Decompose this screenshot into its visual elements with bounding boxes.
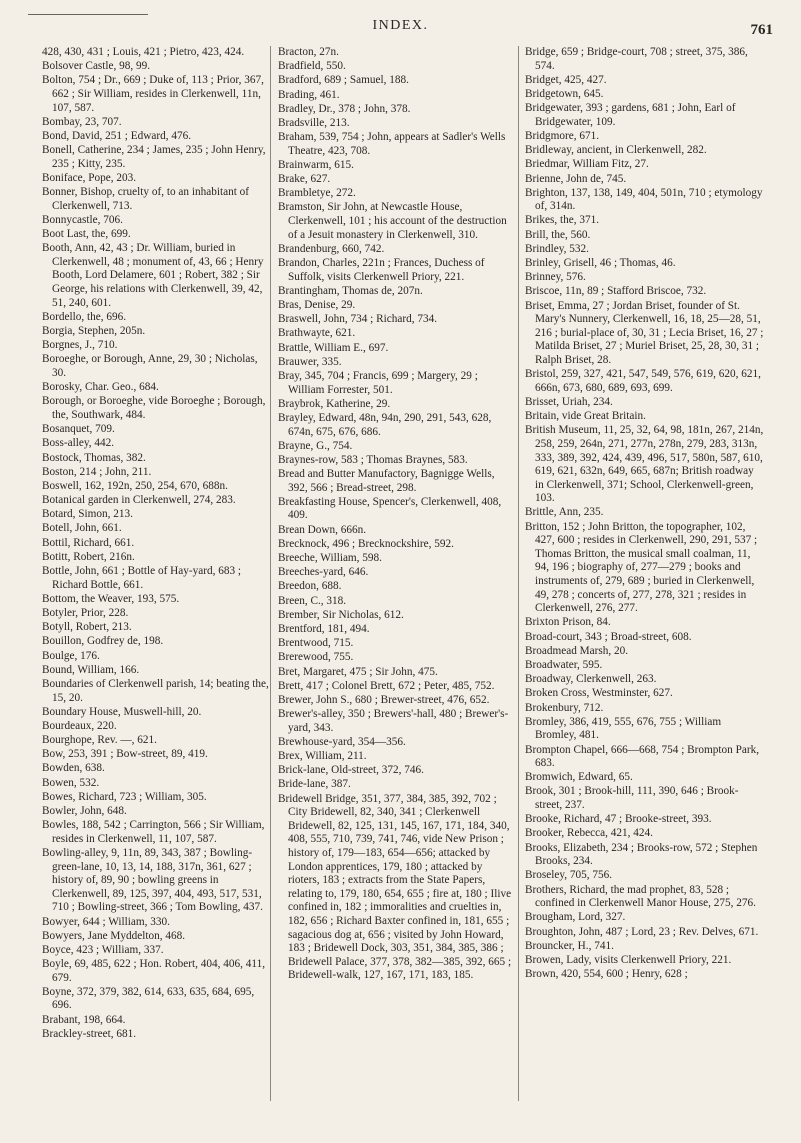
index-entry: Broad-court, 343 ; Broad-street, 608. [525, 630, 692, 643]
index-column-1 [42, 46, 270, 1042]
index-entry: Brittle, Ann, 235. [525, 506, 604, 519]
index-entry: Bramston, Sir John, at Newcastle House, Clerkenwell, 101 ; his account of the destruction of a Jesuit monastery in Clerkenwell, 310. [278, 201, 507, 241]
index-entry: Brandon, Charles, 221n ; Frances, Duchess of Suffolk, visits Clerkenwell Priory, 221. [278, 257, 485, 283]
index-entry: Bound, William, 166. [42, 663, 140, 676]
index-entry: Bowyer, 644 ; William, 330. [42, 915, 170, 928]
index-entry: Brathwayte, 621. [278, 327, 356, 340]
index-entry: Bolton, 754 ; Dr., 669 ; Duke of, 113 ; Prior, 367, 662 ; Sir William, resides in Clerkenwell, 11n, 107, 587. [42, 74, 264, 114]
index-entry: British Museum, 11, 25, 32, 64, 98, 181n, 267, 214n, 258, 259, 264n, 271, 277n, 278n, 279, 283, 313n, 333, 389, 392, 424, 439, 496, 517, 580n, 587, 610, 619, 621, 632n, 649, 665, 687n; British roadway in Clerkenwell, 371; School, Clerkenwell-green, 103. [525, 424, 764, 505]
index-entry: Boyne, 372, 379, 382, 614, 633, 635, 684, 695, 696. [42, 985, 255, 1012]
index-entry: Bromwich, Edward, 65. [525, 771, 633, 784]
index-entry: Brackley-street, 681. [42, 1027, 137, 1040]
index-entry: Bowyers, Jane Myddelton, 468. [42, 929, 186, 942]
index-entry: Briset, Emma, 27 ; Jordan Briset, founder of St. Mary's Nunnery, Clerkenwell, 16, 18, 25—28, 51, 216 ; burial-place of, 30, 31 ; Lecia Briset, 16, 27 ; Matilda Briset, 27 ; Muriel Briset, 25, 28, 30, 31 ; Ralph Briset, 28. [525, 299, 764, 366]
index-entry: Britton, 152 ; John Britton, the topographer, 102, 427, 600 ; resides in Clerkenwell, 290, 291, 537 ; Thomas Britton, the musical small coalman, 11, 94, 196 ; biography of, 277—279 ; books and instruments of, 279, 689 ; buried in Clerkenwell, 49, 278 ; concerts of, 277, 278, 321 ; resides in Clerkenwell, 276, 277. [525, 520, 758, 615]
index-entry: Botard, Simon, 213. [42, 508, 133, 521]
index-entry: Brake, 627. [278, 173, 331, 186]
index-column-2 [278, 46, 516, 984]
index-entry: Boss-alley, 442. [42, 437, 115, 450]
index-entry: Bonell, Catherine, 234 ; James, 235 ; John Henry, 235 ; Kitty, 235. [42, 144, 266, 170]
index-entry: Bowling-alley, 9, 11n, 89, 343, 387 ; Bowling-green-lane, 10, 13, 14, 188, 317n, 361, 627 ; history of, 89, 90 ; bowling greens in Clerkenwell, 89, 125, 397, 404, 493, 517, 531, 710 ; Bowling-street, 366 ; Tom Bowling, 437. [42, 846, 263, 914]
index-entry: Boulge, 176. [42, 649, 100, 662]
index-entry: Bradford, 689 ; Samuel, 188. [278, 74, 409, 87]
column-divider [270, 46, 271, 1101]
index-entry: Bridgmore, 671. [525, 129, 600, 142]
index-entry: Brinney, 576. [525, 271, 586, 284]
index-entry: Brinley, Grisell, 46 ; Thomas, 46. [525, 257, 676, 270]
index-entry: Broadmead Marsh, 20. [525, 644, 629, 657]
index-entry: Brewer's-alley, 350 ; Brewers'-hall, 480 ; Brewer's-yard, 343. [278, 708, 509, 734]
index-entry: Brixton Prison, 84. [525, 616, 611, 629]
index-entry: Boroeghe, or Borough, Anne, 29, 30 ; Nicholas, 30. [42, 353, 258, 379]
index-entry: Brember, Sir Nicholas, 612. [278, 608, 404, 621]
header-rule [28, 14, 148, 15]
index-entry: Bride-lane, 387. [278, 778, 351, 791]
index-entry: Bret, Margaret, 475 ; Sir John, 475. [278, 665, 438, 678]
index-entry: Botyler, Prior, 228. [42, 606, 129, 619]
index-entry: Bonnycastle, 706. [42, 213, 123, 226]
index-entry: Breen, C., 318. [278, 594, 347, 607]
index-entry: Bourdeaux, 220. [42, 719, 117, 732]
index-entry: Brooks, Elizabeth, 234 ; Brooks-row, 572 ; Stephen Brooks, 234. [525, 841, 758, 868]
index-entry: Breedon, 688. [278, 580, 342, 593]
index-entry: Braswell, John, 734 ; Richard, 734. [278, 313, 438, 326]
index-entry: Brading, 461. [278, 88, 340, 101]
index-entry: Brewhouse-yard, 354—356. [278, 735, 406, 748]
index-entry: Breeches-yard, 646. [278, 566, 369, 579]
index-entry: Bosanquet, 709. [42, 423, 115, 436]
index-entry: Bowen, 532. [42, 776, 100, 789]
index-entry: Braham, 539, 754 ; John, appears at Sadler's Wells Theatre, 423, 708. [278, 131, 506, 157]
index-entry: Britain, vide Great Britain. [525, 410, 646, 423]
index-entry: Bromley, 386, 419, 555, 676, 755 ; William Bromley, 481. [525, 715, 722, 742]
index-entry: Bowes, Richard, 723 ; William, 305. [42, 790, 207, 803]
index-entry: Brothers, Richard, the mad prophet, 83, 528 ; confined in Clerkenwell Manor House, 275, 276. [525, 883, 756, 910]
index-entry: Boniface, Pope, 203. [42, 171, 137, 184]
index-entry: Boundary House, Muswell-hill, 20. [42, 705, 202, 718]
index-entry: Bridgewater, 393 ; gardens, 681 ; John, Earl of Bridgewater, 109. [525, 102, 736, 128]
index-entry: Bonner, Bishop, cruelty of, to an inhabitant of Clerkenwell, 713. [42, 186, 250, 212]
index-entry: Bowles, 188, 542 ; Carrington, 566 ; Sir William, resides in Clerkenwell, 11, 107, 587. [42, 819, 265, 845]
index-entry: Bordello, the, 696. [42, 310, 127, 323]
index-entry: Brecknock, 496 ; Brecknockshire, 592. [278, 537, 454, 550]
index-entry: Briscoe, 11n, 89 ; Stafford Briscoe, 732. [525, 285, 707, 298]
index-entry: Brick-lane, Old-street, 372, 746. [278, 764, 424, 777]
index-entry: Brainwarm, 615. [278, 158, 354, 171]
index-entry: Brentford, 181, 494. [278, 622, 370, 635]
running-head: INDEX. [372, 18, 429, 33]
index-column-3 [525, 46, 765, 982]
index-entry: Brayne, G., 754. [278, 439, 353, 452]
index-entry: Brean Down, 666n. [278, 523, 367, 536]
index-entry: Boston, 214 ; John, 211. [42, 465, 152, 478]
index-entry: Bridleway, ancient, in Clerkenwell, 282. [525, 144, 707, 157]
index-entry: Bridget, 425, 427. [525, 73, 607, 86]
index-entry: Boyce, 423 ; William, 337. [42, 943, 164, 956]
index-entry: Borough, or Boroeghe, vide Boroeghe ; Borough, the, Southwark, 484. [42, 395, 266, 421]
column-divider [518, 46, 519, 1101]
index-entry: Borgia, Stephen, 205n. [42, 325, 146, 337]
index-entry: Borosky, Char. Geo., 684. [42, 381, 159, 394]
index-entry: Bostock, Thomas, 382. [42, 451, 146, 464]
index-entry: Brett, 417 ; Colonel Brett, 672 ; Peter, 485, 752. [278, 679, 495, 692]
index-entry: Bottil, Richard, 661. [42, 536, 135, 549]
index-entry: Bourghope, Rev. —, 621. [42, 734, 157, 747]
index-entry: Botanical garden in Clerkenwell, 274, 283. [42, 494, 236, 507]
index-entry: 428, 430, 431 ; Louis, 421 ; Pietro, 423, 424. [42, 46, 245, 58]
index-entry: Bowler, John, 648. [42, 805, 127, 817]
index-entry: Bolsover Castle, 98, 99. [42, 60, 151, 73]
index-entry: Brayley, Edward, 48n, 94n, 290, 291, 543, 628, 674n, 675, 676, 686. [278, 411, 492, 438]
index-entry: Booth, Ann, 42, 43 ; Dr. William, buried in Clerkenwell, 48 ; monument of, 43, 66 ; Henry Booth, Lord Delamere, 601 ; Robert, 382 ; Sir George, his relations with Clerkenwell, 39, 42, 51, 240, 601. [42, 242, 264, 309]
index-entry: Borgnes, J., 710. [42, 339, 118, 352]
index-entry: Brabant, 198, 664. [42, 1013, 126, 1026]
index-entry: Bristol, 259, 327, 421, 547, 549, 576, 619, 620, 621, 666n, 673, 680, 689, 693, 699. [525, 368, 761, 394]
index-entry: Bottom, the Weaver, 193, 575. [42, 592, 180, 605]
index-entry: Braybrok, Katherine, 29. [278, 397, 391, 410]
index-entry: Bowden, 638. [42, 762, 105, 775]
index-entry: Brougham, Lord, 327. [525, 911, 626, 924]
index-entry: Browen, Lady, visits Clerkenwell Priory, 221. [525, 953, 732, 966]
index-entry: Botitt, Robert, 216n. [42, 550, 135, 563]
index-entry: Brerewood, 755. [278, 651, 354, 664]
index-entry: Brienne, John de, 745. [525, 172, 627, 185]
index-entry: Brompton Chapel, 666—668, 754 ; Brompton Park, 683. [525, 743, 760, 770]
index-entry: Bras, Denise, 29. [278, 299, 356, 311]
index-entry: Bottle, John, 661 ; Bottle of Hay-yard, 683 ; Richard Bottle, 661. [42, 565, 242, 591]
index-entry: Brouncker, H., 741. [525, 939, 614, 952]
index-entry: Brown, 420, 554, 600 ; Henry, 628 ; [525, 968, 688, 981]
index-entry: Broadway, Clerkenwell, 263. [525, 673, 657, 686]
index-entry: Bray, 345, 704 ; Francis, 699 ; Margery, 29 ; William Forrester, 501. [278, 369, 478, 396]
index-entry: Brantingham, Thomas de, 207n. [278, 284, 423, 297]
index-entry: Boswell, 162, 192n, 250, 254, 670, 688n. [42, 479, 228, 492]
index-entry: Bond, David, 251 ; Edward, 476. [42, 129, 192, 142]
index-entry: Brex, William, 211. [278, 750, 367, 763]
index-entry: Brewer, John S., 680 ; Brewer-street, 476, 652. [278, 693, 490, 706]
index-entry: Botell, John, 661. [42, 522, 122, 535]
index-entry: Brook, 301 ; Brook-hill, 111, 390, 646 ; Brook-street, 237. [525, 785, 739, 812]
index-entry: Bradley, Dr., 378 ; John, 378. [278, 102, 411, 115]
index-entry: Brikes, the, 371. [525, 214, 600, 227]
index-entry: Brooker, Rebecca, 421, 424. [525, 827, 653, 840]
index-entry: Broseley, 705, 756. [525, 869, 613, 882]
index-entry: Bracton, 27n. [278, 46, 339, 58]
index-entry: Brauwer, 335. [278, 355, 342, 368]
index-entry: Bradfield, 550. [278, 60, 346, 73]
index-entry: Bridewell Bridge, 351, 377, 384, 385, 392, 702 ; City Bridewell, 82, 340, 341 ; Clerkenwell Bridewell, 82, 125, 131, 145, 167, 171, 184, 340, 408, 555, 710, 739, 741, 746, vide New Prison ; history of, 179—183, 654—656; attacked by London apprentices, 179, 180 ; attacked by rioters, 183 ; extracts from the State Papers, relating to, 179, 180, 654, 655 ; fire at, 180 ; Ilive confined in, 182 ; immoralities and cruelties in, 182, 656 ; Richard Baxter confined in, 181, 655 ; sagacious dog at, 656 ; visited by John Howard, 183 ; Bridewell Dock, 303, 351, 384, 385, 386 ; Bridewell Palace, 377, 378, 382—385, 392, 665 ; Bridewell-walk, 127, 167, 171, 183, 185. [278, 792, 512, 982]
index-entry: Bouillon, Godfrey de, 198. [42, 635, 164, 648]
index-entry: Broadwater, 595. [525, 658, 603, 671]
index-entry: Breakfasting House, Spencer's, Clerkenwell, 408, 409. [278, 495, 502, 522]
index-entry: Brisset, Uriah, 234. [525, 395, 613, 408]
index-entry: Braynes-row, 583 ; Thomas Braynes, 583. [278, 453, 468, 466]
index-entry: Brambletye, 272. [278, 187, 356, 200]
index-entry: Bombay, 23, 707. [42, 115, 122, 128]
index-entry: Broken Cross, Westminster, 627. [525, 687, 673, 700]
index-entry: Bow, 253, 391 ; Bow-street, 89, 419. [42, 748, 208, 761]
index-entry: Bridgetown, 645. [525, 87, 604, 100]
index-entry: Boundaries of Clerkenwell parish, 14; beating the, 15, 20. [42, 677, 269, 704]
index-entry: Brandenburg, 660, 742. [278, 242, 385, 255]
index-entry: Breeche, William, 598. [278, 552, 382, 564]
index-entry: Boot Last, the, 699. [42, 228, 131, 241]
index-entry: Briedmar, William Fitz, 27. [525, 158, 649, 171]
index-entry: Bridge, 659 ; Bridge-court, 708 ; street, 375, 386, 574. [525, 46, 748, 72]
index-entry: Brighton, 137, 138, 149, 404, 501n, 710 ; etymology of, 314n. [525, 186, 763, 213]
index-entry: Boyle, 69, 485, 622 ; Hon. Robert, 404, 406, 411, 679. [42, 958, 266, 984]
index-entry: Brill, the, 560. [525, 228, 591, 241]
page-number: 761 [750, 22, 773, 38]
index-entry: Brattle, William E., 697. [278, 341, 389, 354]
index-entry: Botyll, Robert, 213. [42, 621, 132, 634]
index-entry: Brooke, Richard, 47 ; Brooke-street, 393. [525, 813, 712, 826]
index-entry: Bread and Butter Manufactory, Bagnigge Wells, 392, 566 ; Bread-street, 298. [278, 468, 495, 494]
index-entry: Brindley, 532. [525, 242, 589, 255]
index-entry: Brentwood, 715. [278, 637, 354, 650]
index-entry: Brokenbury, 712. [525, 701, 604, 714]
index-entry: Broughton, John, 487 ; Lord, 23 ; Rev. Delves, 671. [525, 925, 759, 938]
index-entry: Bradsville, 213. [278, 116, 350, 129]
